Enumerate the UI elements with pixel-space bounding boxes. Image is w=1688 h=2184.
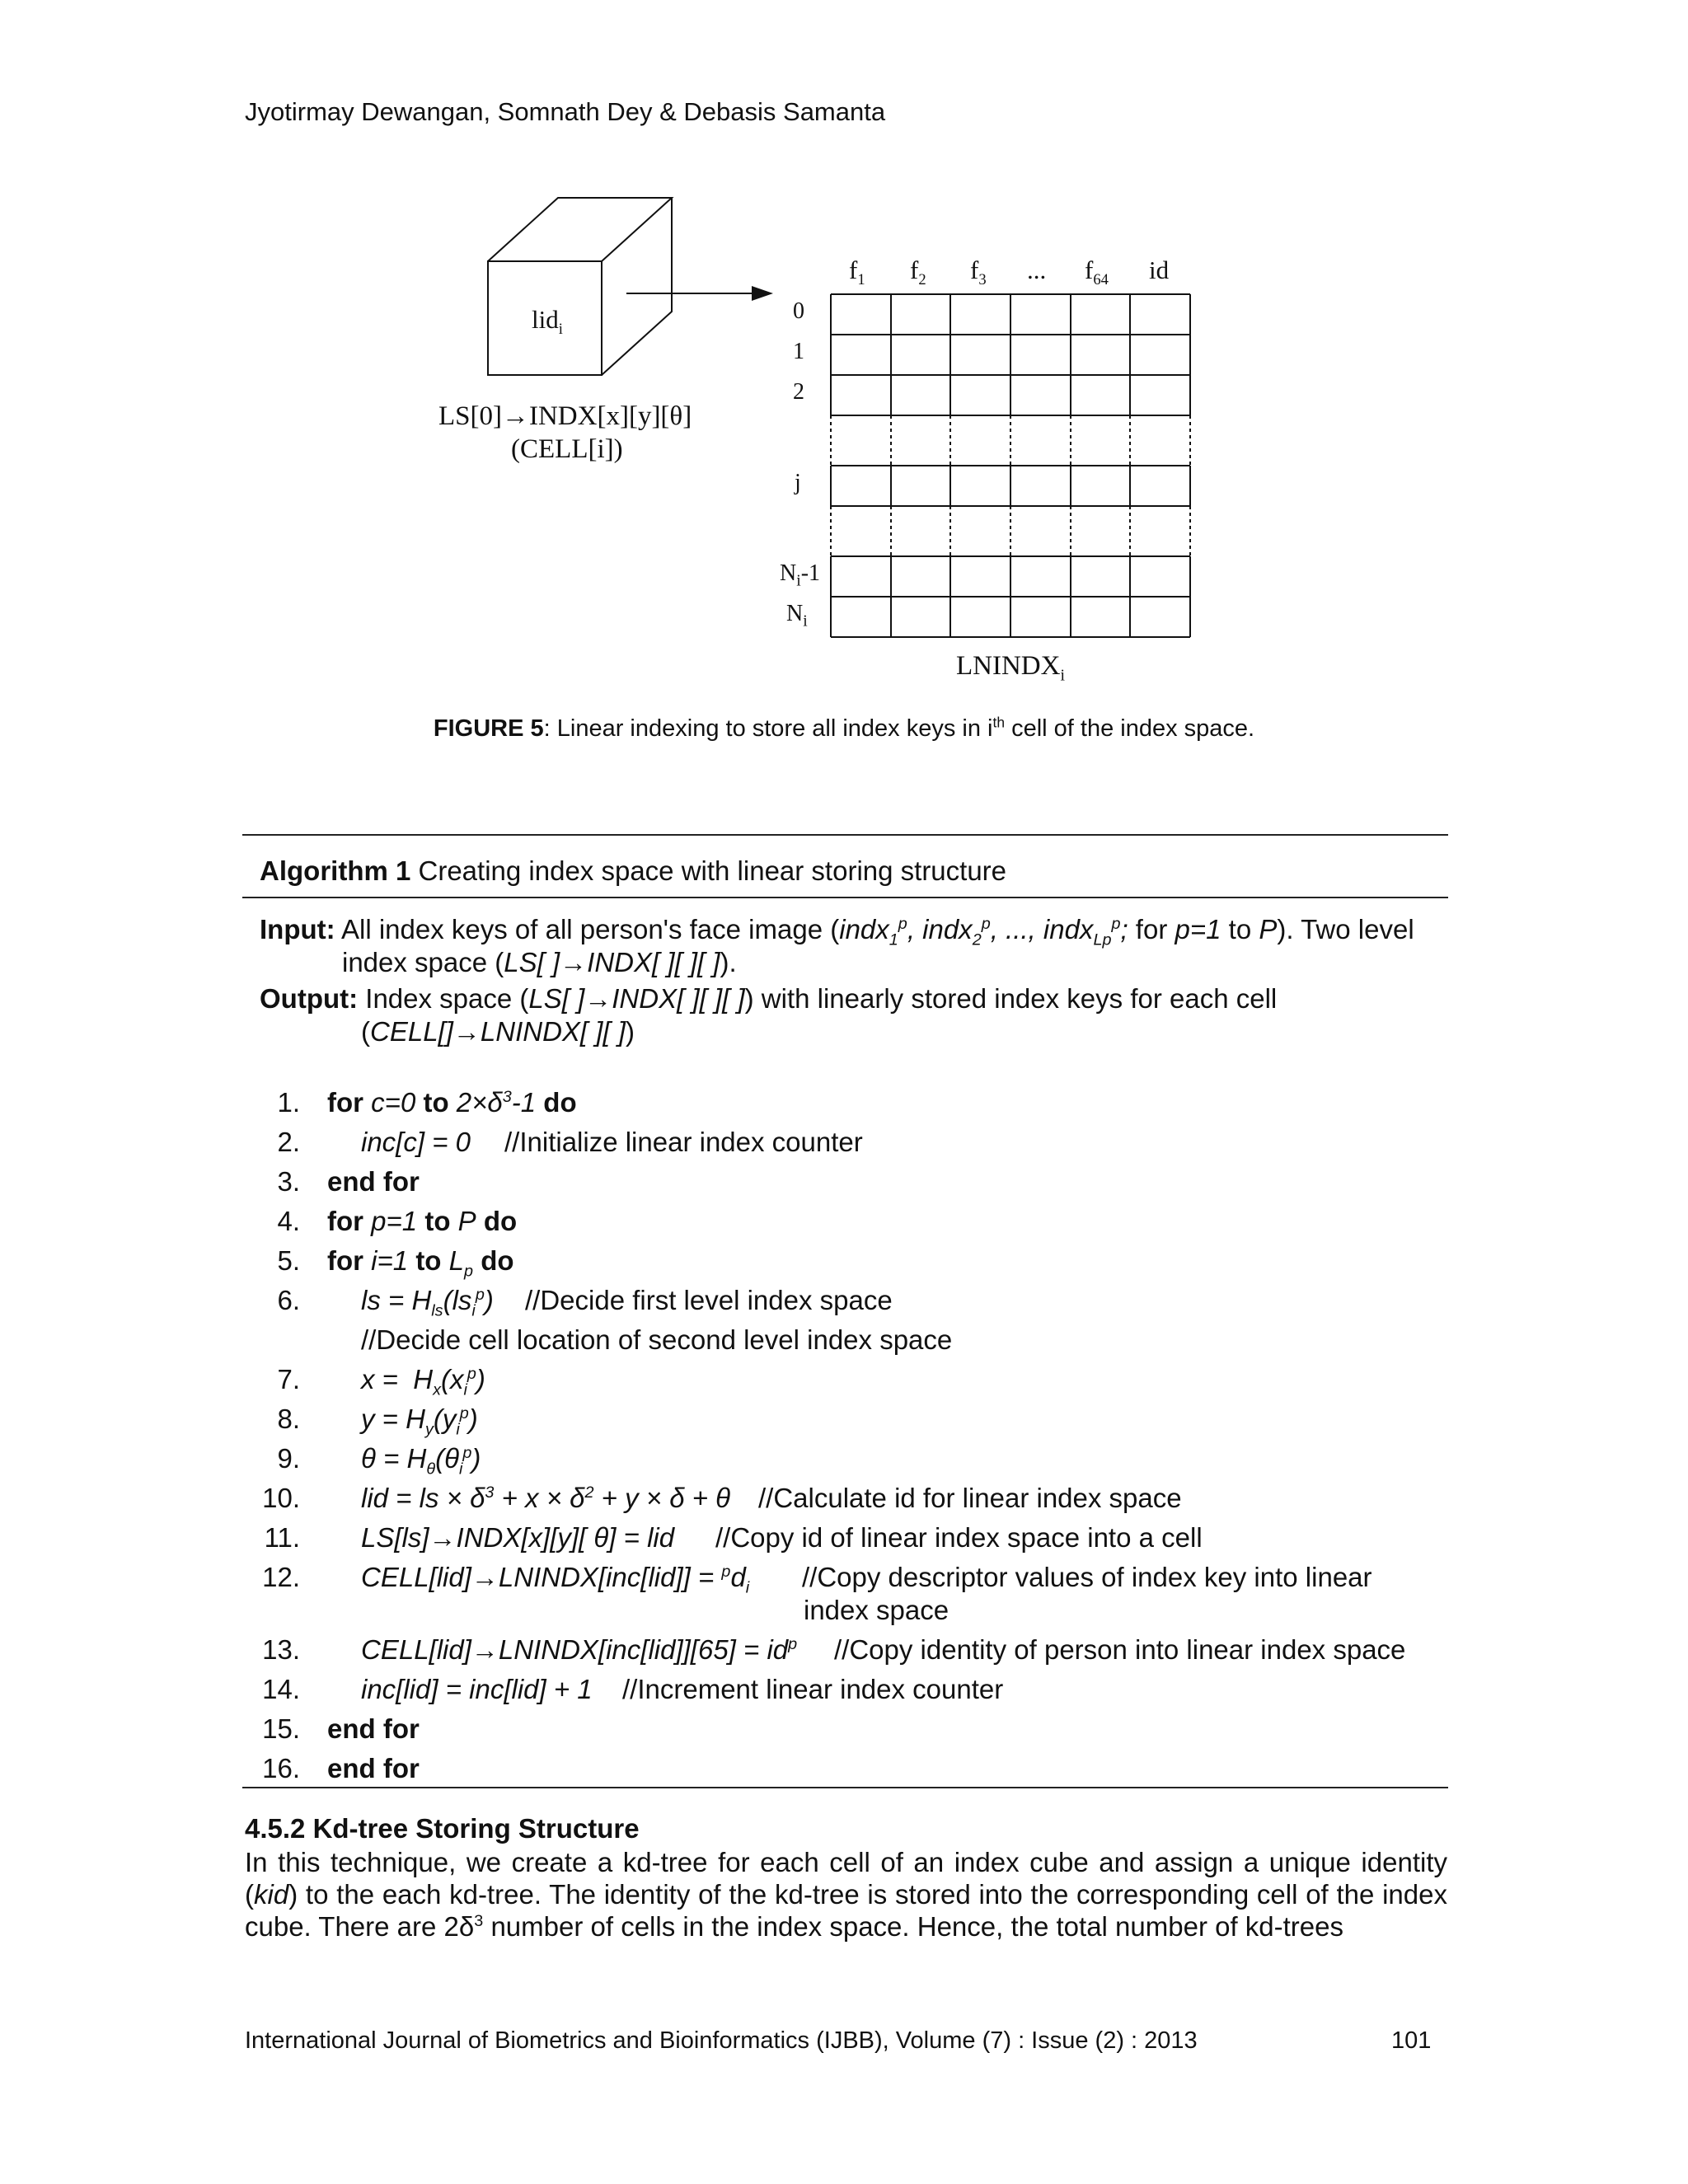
step-8: 8. $y = H_y(y_i^p)$ (277, 1404, 478, 1439)
step-4: 4. for p=1 to P do (277, 1206, 518, 1236)
figure-5 (0, 0, 1688, 701)
step-13: 13. CELL[lid]→LNINDX[inc[lid]][65] = $id^p$ //Copy identity of person into linear index space (262, 1634, 1406, 1665)
step-2: 2. inc[c] = 0 //Initialize linear index counter (277, 1127, 863, 1157)
step-14: 14. inc[lid] = inc[lid] + 1 //Increment linear index counter (262, 1674, 1004, 1704)
col-header-f2: $f_2$ (910, 255, 926, 289)
cube-label: lid$_i$ (532, 305, 563, 339)
step-1: 1. for c=0 to $2\times\delta^3-1$ do (277, 1087, 577, 1118)
step-16: 16. end for (262, 1753, 420, 1783)
step-5: 5. for i=1 to $L_p$ do (277, 1245, 514, 1281)
figure-caption: FIGURE 5: Linear indexing to store all index keys in $i^{th}$ cell of the index space. (433, 714, 1255, 742)
step-12: 12. CELL[lid]→LNINDX[inc[lid]] = $^pd_i$ //Copy descriptor values of index key into linear (262, 1562, 1372, 1597)
cube-side-face (602, 198, 672, 375)
algorithm-output: Output: Index space (LS[ ]→INDX[ ][ ][ ]) with linearly stored index keys for each cell (CELL[]→LNINDX[ ][ ]) (260, 983, 1278, 1047)
step-6-comment: //Decide cell location of second level index space (361, 1324, 953, 1355)
algorithm-title-rule (242, 897, 1448, 898)
step-15: 15. end for (262, 1713, 420, 1744)
col-header-ellipsis: ... (1027, 255, 1047, 284)
row-label-j: j (795, 470, 801, 495)
ls-expression: LS[0]→INDX[x][y][θ] (438, 401, 692, 431)
algorithm-title: Algorithm 1 Creating index space with linear storing structure (260, 855, 1007, 886)
row-label-ni: $N_i$ (786, 601, 808, 630)
col-header-f3: $f_3$ (970, 255, 987, 289)
figure-drawing (0, 0, 1688, 701)
table-label: $LNINDX_i$ (956, 651, 1065, 685)
step-12-continued: index space (804, 1595, 950, 1625)
step-6: 6. ls = $H_{ls}(ls_i^p)$ //Decide first level index space (277, 1285, 893, 1320)
section-paragraph: In this technique, we create a kd-tree for each cell of an index cube and assign a unique identity (kid) to the each kd-tree. The identity of the kd-tree is stored into the corresponding cell of the index cube. There are $2\delta^3$ number of cells in the index space. Hence, the total number of kd-trees (245, 1847, 1447, 1942)
running-header: Jyotirmay Dewangan, Somnath Dey & Debasis Samanta (245, 97, 886, 126)
section-heading: 4.5.2 Kd-tree Storing Structure (245, 1813, 640, 1844)
arrow-head (752, 286, 773, 301)
col-header-id: id (1149, 255, 1170, 284)
algorithm-bottom-rule (242, 1787, 1448, 1788)
algorithm-top-rule (242, 834, 1448, 836)
col-header-f1: $f_1$ (849, 255, 865, 289)
row-label-ni-minus-1: $N_i-1$ (780, 560, 821, 590)
step-10: 10. lid = ls × $\delta^3 + x \times \delta^2 + y \times \delta + \theta$ //Calculate id for linear index space (262, 1483, 1182, 1513)
journal-footer: International Journal of Biometrics and Bioinformatics (IJBB), Volume (7) : Issue (2) : 2013 (245, 2027, 1198, 2054)
row-label-2: 2 (793, 379, 804, 405)
row-label-0: 0 (793, 298, 804, 324)
step-11: 11. LS[ls]→INDX[x][y][ θ] = lid //Copy id of linear index space into a cell (264, 1522, 1203, 1553)
step-9: 9. $\theta = H_\theta(\theta_i^p)$ (277, 1443, 481, 1479)
cube-top-face (488, 198, 672, 261)
algorithm-input: Input: All index keys of all person's face image (indx$_1^p$, indx$_2^p$, ..., indx$_{Lp}^p$; for p=1 to P). Two level index space (LS[ ]→INDX[ ][ ][ ]). (260, 914, 1414, 977)
step-3: 3. end for (277, 1166, 420, 1197)
row-label-1: 1 (793, 339, 804, 364)
step-7: 7. $x = H_x(x_i^p)$ (277, 1364, 485, 1399)
page-number: 101 (1391, 2027, 1432, 2054)
col-header-f64: $f_{64}$ (1085, 255, 1109, 289)
cell-expression: (CELL[i]) (511, 434, 623, 464)
